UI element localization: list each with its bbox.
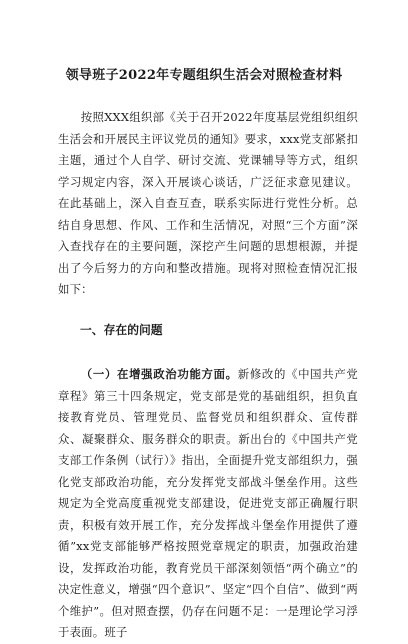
document-title: 领导班子2022年专题组织生活会对照检查材料 — [65, 68, 343, 83]
intro-paragraph: 按照XXX组织部《关于召开2022年度基层党组织组织生活会和开展民主评议党员的通知》要求，xxx党支部紧扣主题，通过个人自学、研讨交流、党课辅导等方式，组织学习规定内容，深入开展谈心谈话，广泛征求意见建议。在此基础上，深入自查互查，联系实际进行党性分析。总结自身思想、作风、工作和生活情况，对照“三个方面”深入查找存在的主要问题，深挖产生问题的思想根源，并提出了今后努力的方向和整改措施。现将对照检查情况汇报如下： — [58, 110, 358, 296]
subsection-heading: （一）在增强政治功能方面。 — [80, 367, 238, 381]
section-heading: 一、存在的问题 — [80, 323, 163, 337]
subsection-paragraph — [58, 364, 358, 644]
subsection-body: 新修改的《中国共产党章程》第三十四条规定，党支部是党的基础组织，担负直接教育党员、管理党员、监督党员和组织群众、宣传群众、凝聚群众、服务群众的职责。新出台的《中国共产党支部工作条例（试行）》指出，全面提升党支部组织力，强化党支部政治功能，充分发挥党支部战斗堡垒作用。这些规定为全党高度重视党支部建设，促进党支部正确履行职责，积极有效开展工作，充分发挥战斗堡垒作用提供了遵循”xx党支部能够严格按照党章规定的职责，加强政治建设，发挥政治功能，教育党员干部深刻领悟“两个确立”的决定性意义，增强“四个意识”、坚定“四个自信”、做到“两个维护”。但对照查摆，仍存在问题不足：一是理论学习浮于表面。班子 — [58, 367, 358, 639]
